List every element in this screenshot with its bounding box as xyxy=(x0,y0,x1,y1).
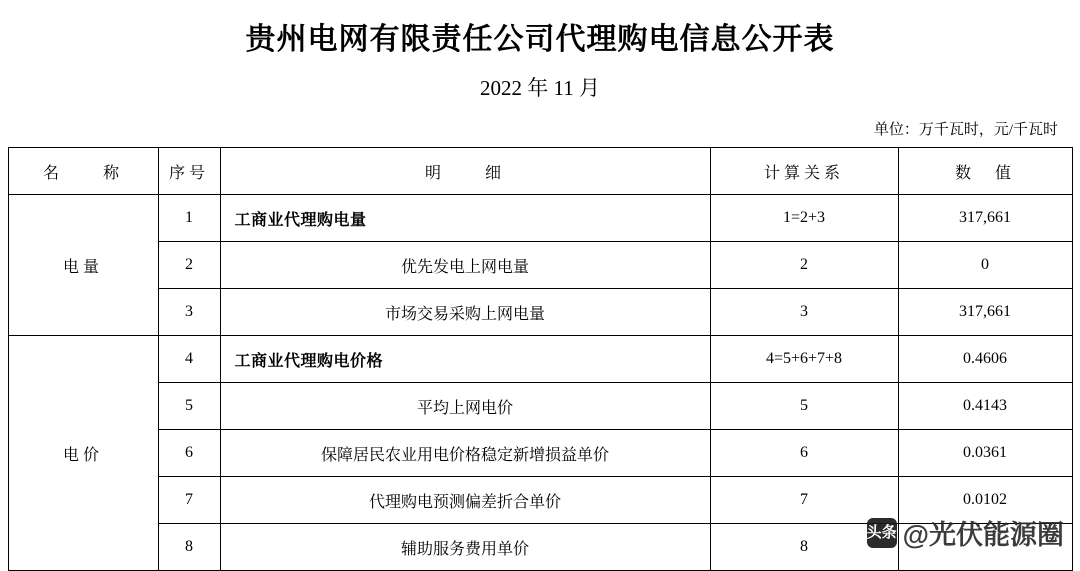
watermark xyxy=(867,513,1064,552)
header-detail: 明 细 xyxy=(220,148,710,195)
header-value: 数 值 xyxy=(898,148,1072,195)
table-header xyxy=(8,148,1072,195)
row-seq: 5 xyxy=(158,383,220,430)
row-detail: 优先发电上网电量 xyxy=(220,242,710,289)
header-formula: 计算关系 xyxy=(710,148,898,195)
document-page xyxy=(0,14,1080,558)
row-detail: 辅助服务费用单价 xyxy=(220,524,710,571)
unit-note: 单位：万千瓦时，元/千瓦时 xyxy=(873,122,1058,138)
row-value: 317,661 xyxy=(898,195,1072,242)
row-value: 0.0102 xyxy=(898,477,1072,524)
row-value: 0.4143 xyxy=(898,383,1072,430)
group-label-quantity: 电量 xyxy=(8,195,158,336)
group-label-price: 电价 xyxy=(8,336,158,571)
row-seq: 4 xyxy=(158,336,220,383)
row-detail: 市场交易采购上网电量 xyxy=(220,289,710,336)
row-formula: 5 xyxy=(710,383,898,430)
row-detail: 工商业代理购电量 xyxy=(220,195,710,242)
row-seq: 7 xyxy=(158,477,220,524)
table-row xyxy=(8,430,1072,477)
row-seq: 3 xyxy=(158,289,220,336)
row-seq: 8 xyxy=(158,524,220,571)
row-value: 0 xyxy=(898,242,1072,289)
row-detail: 保障居民农业用电价格稳定新增损益单价 xyxy=(220,430,710,477)
row-value: 0.0361 xyxy=(898,430,1072,477)
table-header-row xyxy=(8,148,1072,195)
page-subtitle: 2022 年 11 月 xyxy=(480,76,600,100)
table-row xyxy=(8,383,1072,430)
row-detail: 工商业代理购电价格 xyxy=(220,336,710,383)
page-title: 贵州电网有限责任公司代理购电信息公开表 xyxy=(245,23,835,56)
row-formula: 3 xyxy=(710,289,898,336)
row-formula: 6 xyxy=(710,430,898,477)
row-formula: 1=2+3 xyxy=(710,195,898,242)
row-formula: 8 xyxy=(710,524,898,571)
table-row xyxy=(8,336,1072,383)
row-seq: 6 xyxy=(158,430,220,477)
row-seq: 1 xyxy=(158,195,220,242)
table-row xyxy=(8,242,1072,289)
row-value: 0.4606 xyxy=(898,336,1072,383)
header-name: 名 称 xyxy=(8,148,158,195)
row-formula: 2 xyxy=(710,242,898,289)
table-row xyxy=(8,195,1072,242)
power-purchase-table xyxy=(8,147,1073,571)
row-seq: 2 xyxy=(158,242,220,289)
row-formula: 7 xyxy=(710,477,898,524)
header-seq: 序号 xyxy=(158,148,220,195)
row-formula: 4=5+6+7+8 xyxy=(710,336,898,383)
row-detail: 代理购电预测偏差折合单价 xyxy=(220,477,710,524)
row-value: 317,661 xyxy=(898,289,1072,336)
toutiao-logo-icon: 头条 xyxy=(867,518,897,548)
row-detail: 平均上网电价 xyxy=(220,383,710,430)
table-row xyxy=(8,289,1072,336)
watermark-text: @光伏能源圈 xyxy=(902,520,1064,550)
